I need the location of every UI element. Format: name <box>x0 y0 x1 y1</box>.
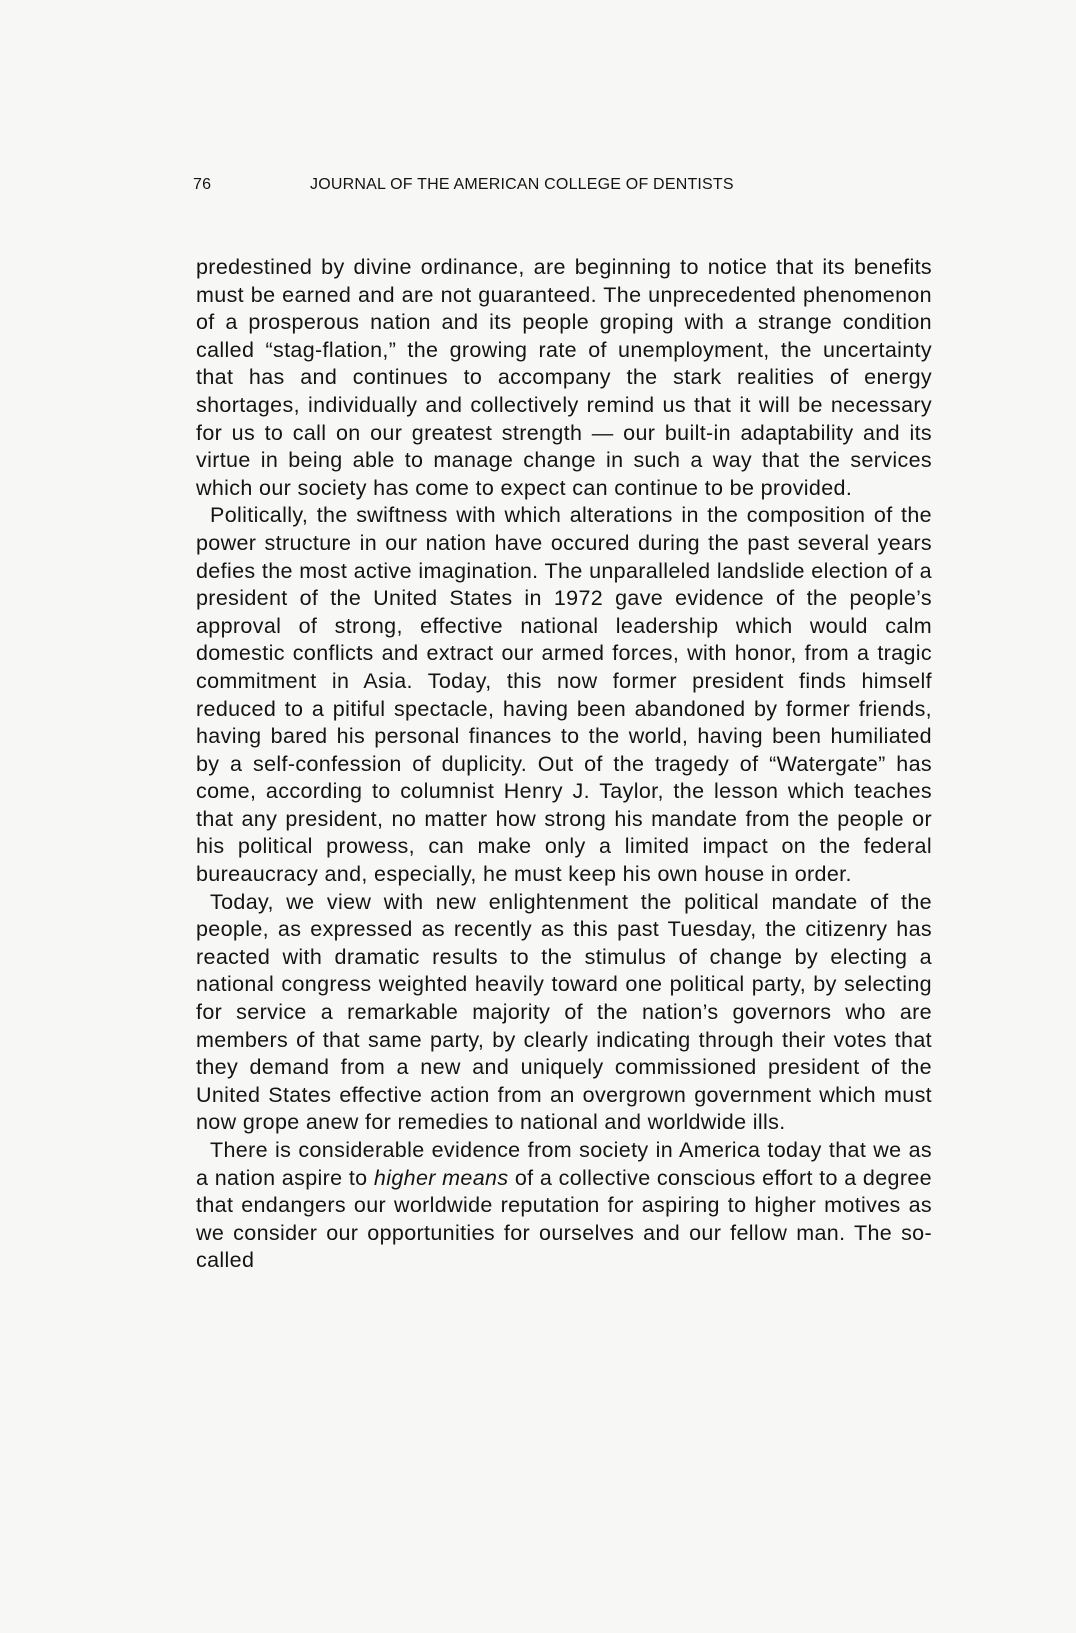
paragraph-evidence-end: of a collective conscious effort to a degree that endangers our worldwide reputation for aspiring to higher motives as we consider our opportunities for ourselves and our fellow man. The so-called <box>196 1165 932 1273</box>
body-text <box>196 254 932 1275</box>
running-header <box>193 176 933 194</box>
paragraph-evidence-start: There is considerable evidence from society in America today that we as a nation aspire to <box>196 1138 932 1190</box>
paragraph-evidence <box>196 1137 932 1275</box>
paragraph-today: Today, we view with new enlightenment the political mandate of the people, as expressed as recently as this past Tuesday, the citizenry has reacted with dramatic results to the stimulus of change by electing a national congress weighted heavily toward one political party, by selecting for service a remarkable majority of the nation’s governors who are members of that same party, by clearly indicating through their votes that they demand from a new and uniquely commissioned president of the United States effective action from an overgrown government which must now grope anew for remedies to national and worldwide ills. <box>196 889 932 1135</box>
paragraph-continuation: predestined by divine ordinance, are beginning to notice that its benefits must be earned and are not guaranteed. The unprecedented phenomenon of a prosperous nation and its people groping with a strange condition called “stag-flation,” the growing rate of unemployment, the uncertainty that has and continues to accompany the stark realities of energy shortages, individually and collectively remind us that it will be necessary for us to call on our greatest strength — our built-in adaptability and its virtue in being able to manage change in such a way that the services which our society has come to expect can continue to be provided. <box>196 255 932 500</box>
page-number: 76 <box>193 176 212 193</box>
paragraph-politically: Politically, the swiftness with which alterations in the composition of the power structure in our nation have occured during the past several years defies the most active imagination. The unparalleled landslide election of a president of the United States in 1972 gave evidence of the people’s approval of strong, effective national leadership which would calm domestic conflicts and extract our armed forces, with honor, from a tragic commitment in Asia. Today, this now former president finds himself reduced to a pitiful spectacle, having been abandoned by former friends, having bared his personal finances to the world, having been humiliated by a self-confession of duplicity. Out of the tragedy of “Watergate” has come, according to columnist Henry J. Taylor, the lesson which teaches that any president, no matter how strong his mandate from the people or his political prowess, can make only a limited impact on the federal bureaucracy and, especially, he must keep his own house in order. <box>196 503 932 887</box>
journal-title: JOURNAL OF THE AMERICAN COLLEGE OF DENTISTS <box>310 176 734 193</box>
emphasis-higher-means: higher means <box>373 1165 509 1190</box>
